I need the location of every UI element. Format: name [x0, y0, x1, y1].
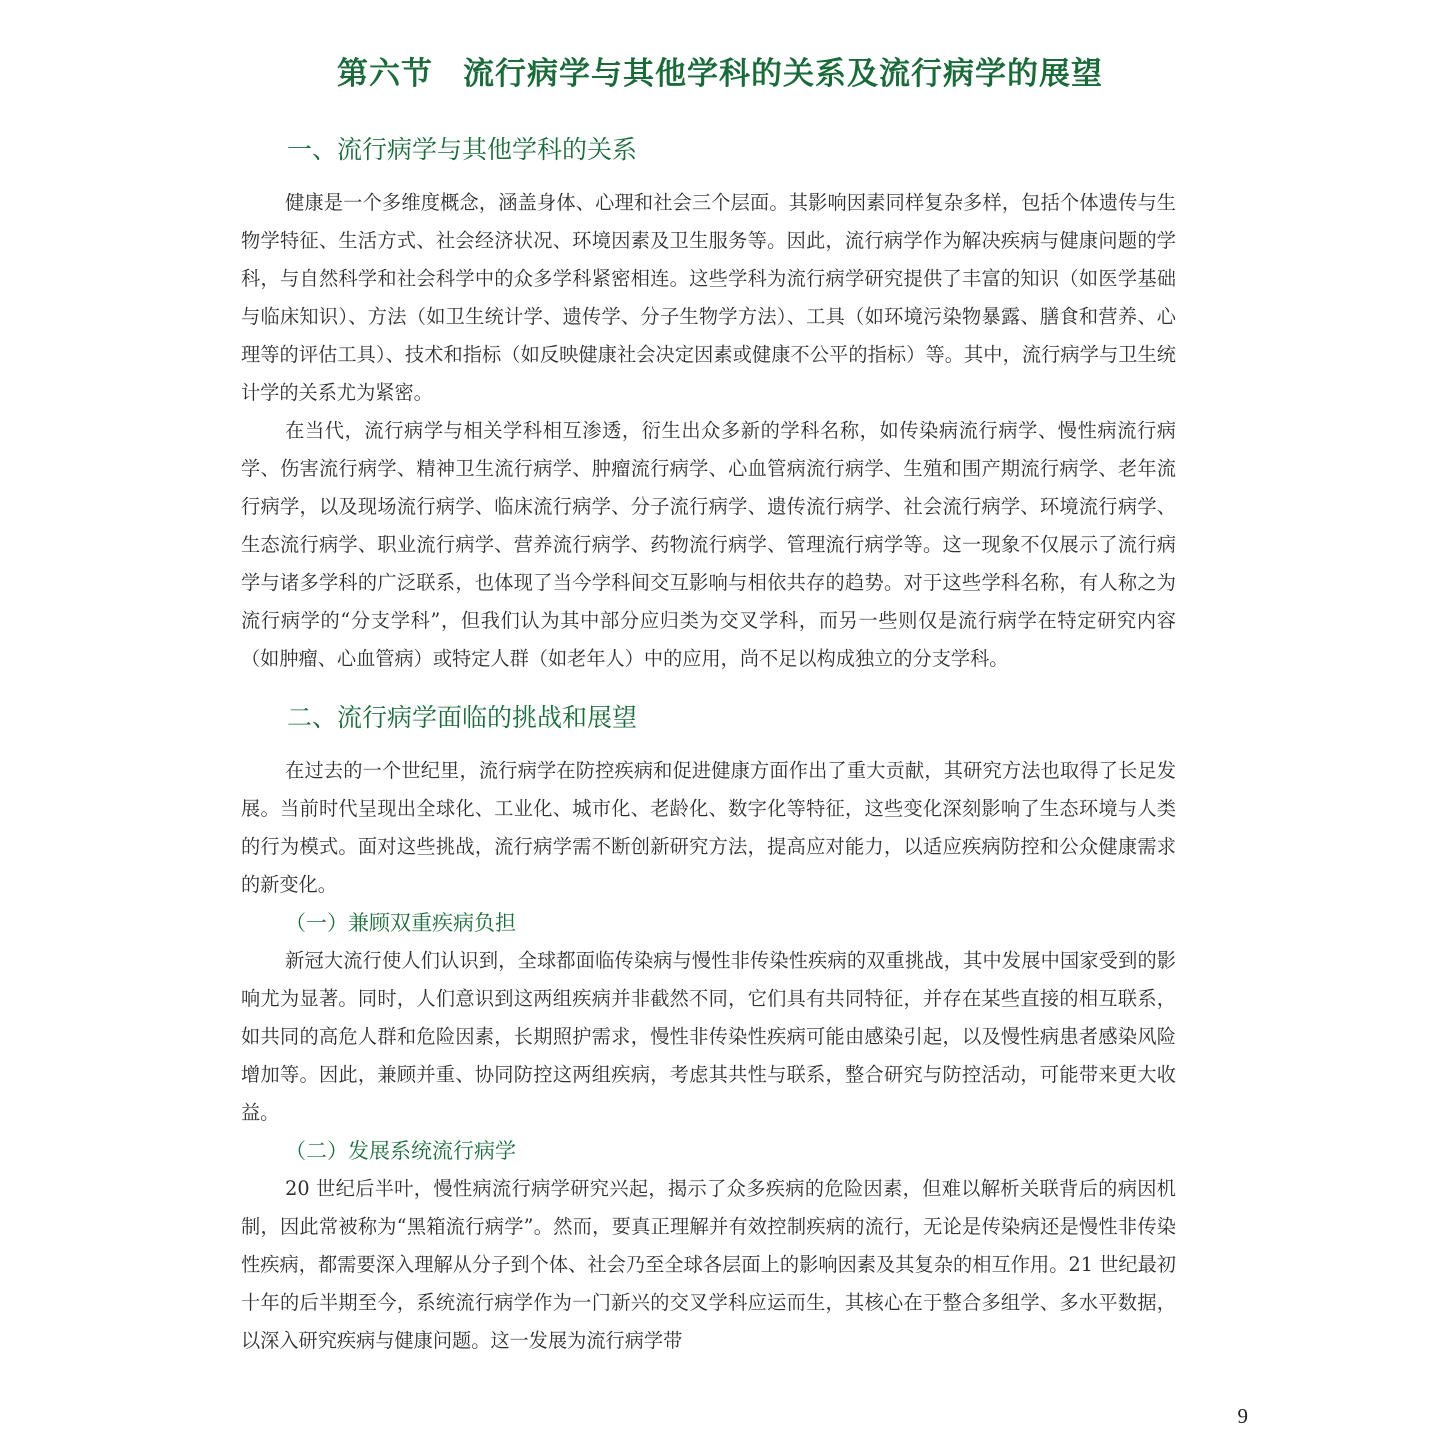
- subsection-2-heading: （二）发展系统流行病学: [285, 1139, 516, 1163]
- section-2-heading: 二、流行病学面临的挑战和展望: [287, 703, 638, 732]
- chapter-title: [0, 48, 1440, 93]
- page-number: 9: [1237, 1404, 1248, 1428]
- chapter-title-number: 第六节: [337, 56, 433, 92]
- page-content: [241, 128, 1176, 1360]
- section-1-heading: 一、流行病学与其他学科的关系: [287, 135, 638, 164]
- chapter-title-text: 流行病学与其他学科的关系及流行病学的展望: [463, 56, 1103, 92]
- subsection-1-heading: （一）兼顾双重疾病负担: [285, 911, 516, 935]
- subsection-1-paragraph: 新冠大流行使人们认识到，全球都面临传染病与慢性非传染性疾病的双重挑战，其中发展中国家受到的影响尤为显著。同时，人们意识到这两组疾病并非截然不同，它们具有共同特征，并存在某些直接的相互联系，如共同的高危人群和危险因素，长期照护需求，慢性非传染性疾病可能由感染引起，以及慢性病患者感染风险增加等。因此，兼顾并重、协同防控这两组疾病，考虑其共性与联系，整合研究与防控活动，可能带来更大收益。: [241, 949, 1176, 1124]
- section-1-paragraph-1: 健康是一个多维度概念，涵盖身体、心理和社会三个层面。其影响因素同样复杂多样，包括个体遗传与生物学特征、生活方式、社会经济状况、环境因素及卫生服务等。因此，流行病学作为解决疾病与健康问题的学科，与自然科学和社会科学中的众多学科紧密相连。这些学科为流行病学研究提供了丰富的知识（如医学基础与临床知识）、方法（如卫生统计学、遗传学、分子生物学方法）、工具（如环境污染物暴露、膳食和营养、心理等的评估工具）、技术和指标（如反映健康社会决定因素或健康不公平的指标）等。其中，流行病学与卫生统计学的关系尤为紧密。: [241, 191, 1176, 404]
- section-2-intro-paragraph: 在过去的一个世纪里，流行病学在防控疾病和促进健康方面作出了重大贡献，其研究方法也取得了长足发展。当前时代呈现出全球化、工业化、城市化、老龄化、数字化等特征，这些变化深刻影响了生态环境与人类的行为模式。面对这些挑战，流行病学需不断创新研究方法，提高应对能力，以适应疾病防控和公众健康需求的新变化。: [241, 759, 1176, 896]
- section-1-paragraph-2: 在当代，流行病学与相关学科相互渗透，衍生出众多新的学科名称，如传染病流行病学、慢性病流行病学、伤害流行病学、精神卫生流行病学、肿瘤流行病学、心血管病流行病学、生殖和围产期流行病学、老年流行病学，以及现场流行病学、临床流行病学、分子流行病学、遗传流行病学、社会流行病学、环境流行病学、生态流行病学、职业流行病学、营养流行病学、药物流行病学、管理流行病学等。这一现象不仅展示了流行病学与诸多学科的广泛联系，也体现了当今学科间交互影响与相依共存的趋势。对于这些学科名称，有人称之为流行病学的“分支学科”，但我们认为其中部分应归类为交叉学科，而另一些则仅是流行病学在特定研究内容（如肿瘤、心血管病）或特定人群（如老年人）中的应用，尚不足以构成独立的分支学科。: [241, 419, 1176, 670]
- subsection-2-paragraph: 20 世纪后半叶，慢性病流行病学研究兴起，揭示了众多疾病的危险因素，但难以解析关联背后的病因机制，因此常被称为“黑箱流行病学”。然而，要真正理解并有效控制疾病的流行，无论是传染病还是慢性非传染性疾病，都需要深入理解从分子到个体、社会乃至全球各层面上的影响因素及其复杂的相互作用。21 世纪最初十年的后半期至今，系统流行病学作为一门新兴的交叉学科应运而生，其核心在于整合多组学、多水平数据，以深入研究疾病与健康问题。这一发展为流行病学带: [241, 1177, 1176, 1352]
